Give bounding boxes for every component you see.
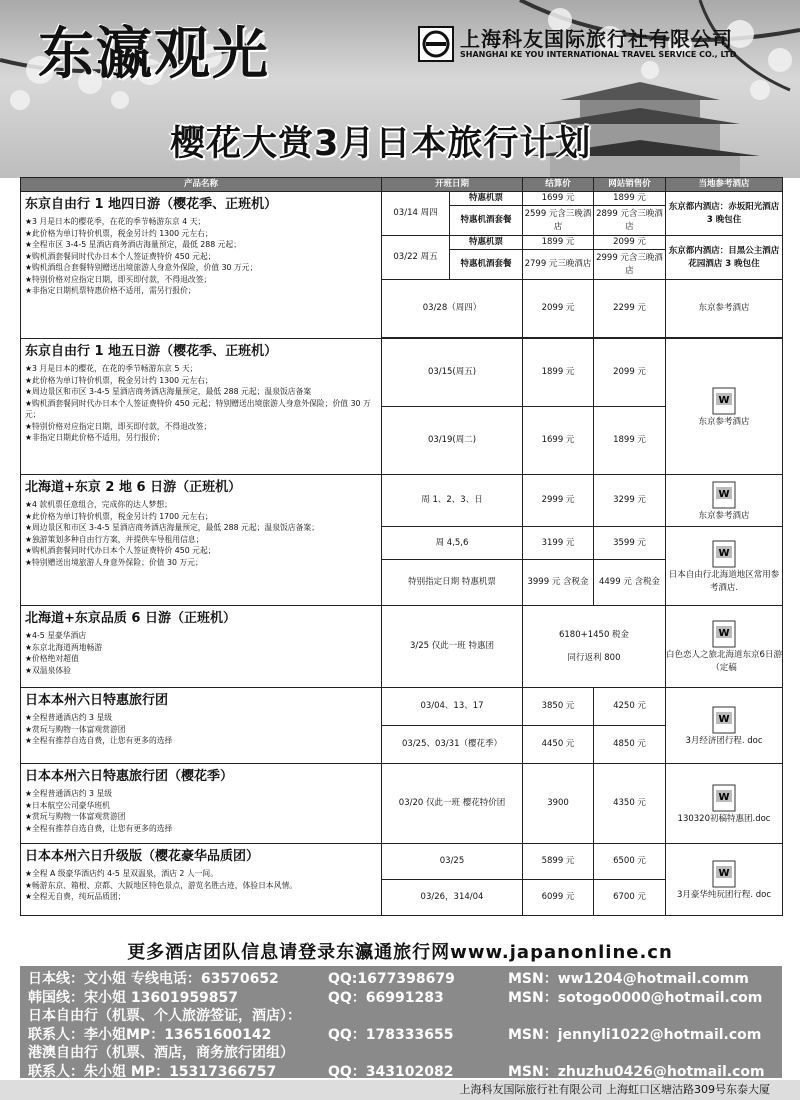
hotel-cell: 东京都内酒店：目黑公主酒店 花园酒店 3 晚包住	[666, 236, 783, 280]
contact-row	[28, 989, 774, 1008]
product-line: ★东京北海道两地畅游	[25, 642, 103, 652]
date-cell: 03/19(周二)	[382, 407, 523, 475]
net-price-cell: 2599 元含三晚酒店	[523, 206, 594, 236]
word-document-icon[interactable]	[712, 387, 736, 415]
contact-qq: QQ：343102082	[328, 1063, 454, 1080]
product-title: 北海道+东京品质 6 日游（正班机）	[25, 611, 236, 626]
net-price-cell: 1699 元	[523, 192, 594, 206]
hotel-cell	[666, 475, 783, 527]
net-price-cell: 4450 元	[523, 726, 594, 764]
product-line: ★全程普通酒店约 3 星级	[25, 789, 113, 798]
company-name-cn: 上海科友国际旅行社有限公司	[460, 27, 733, 51]
col-header-date: 开班日期	[382, 178, 523, 192]
hotel-cell	[666, 844, 783, 916]
date-cell: 特别指定日期 特惠机票	[382, 560, 523, 606]
hotel-text: 3月豪华纯玩团行程. doc	[676, 889, 772, 900]
date-cell: 03/25	[382, 844, 523, 880]
hotel-cell: 东京都内酒店：赤坂阳光酒店 3 晚包住	[666, 192, 783, 236]
product-line: ★独游策划多种自由行方案，并提供车导租用信息；	[25, 534, 204, 544]
website-banner[interactable]: 更多酒店团队信息请登录东瀛通旅行网www.japanonline.cn	[127, 942, 673, 963]
web-price-cell: 6500 元	[594, 844, 666, 880]
col-header-hotel: 当地参考酒店	[666, 178, 783, 192]
col-header-net-price: 结算价	[523, 178, 594, 192]
product-line: ★特别价格对应指定日期，即买即付款，不得退改签；	[25, 421, 212, 431]
product-line: ★4-5 星豪华酒店	[25, 631, 87, 640]
hotel-cell	[666, 339, 783, 475]
date-cell: 03/15(周五)	[382, 339, 523, 407]
product-line: ★特别赠送出境旅游人身意外保险；价值 30 万元；	[25, 557, 203, 567]
date-cell: 周 1、2、3、日	[382, 475, 523, 527]
net-price-cell: 2999 元	[523, 475, 594, 527]
contact-qq: QQ：66991283	[328, 989, 444, 1006]
product-line: ★非指定日期此价格不适用，另行报价；	[25, 433, 165, 442]
contact-name: 联系人：朱小姐 MP：15317366757	[28, 1063, 277, 1080]
table-header-row	[21, 178, 783, 192]
fare-type-cell: 特惠机票	[450, 236, 523, 250]
web-price-cell: 4850 元	[594, 726, 666, 764]
date-cell: 03/20 仅此一班 樱花特价团	[382, 764, 523, 844]
product-line: ★日本航空公司豪华班机	[25, 800, 110, 810]
net-price-cell: 3199 元	[523, 527, 594, 560]
product-title: 北海道+东京 2 地 6 日游（正班机）	[25, 480, 242, 495]
contact-name: 韩国线：宋小姐 13601959857	[28, 989, 239, 1006]
product-line: ★特别价格对应指定日期，即买即付款，不得退改签；	[25, 274, 212, 284]
fare-type-cell: 特惠机酒套餐	[450, 206, 523, 236]
contact-name: 联系人：李小姐MP：13651600142	[28, 1026, 272, 1043]
date-cell: 3/25 仅此一班 特惠团	[382, 606, 523, 688]
hotel-text: 东京参考酒店	[698, 416, 750, 427]
net-price-cell: 2799 元三晚酒店	[523, 250, 594, 280]
contact-row	[28, 1063, 774, 1082]
net-price-cell: 1899 元	[523, 236, 594, 250]
contact-section-title: 港澳自由行（机票、酒店，商务旅行团组）	[28, 1045, 294, 1061]
product-line: ★4 款机票任意组合，完成你的达人梦想；	[25, 500, 172, 509]
contact-msn: MSN：zhuzhu0426@hotmail.com	[508, 1063, 765, 1080]
hotel-cell	[666, 606, 783, 688]
price-text: 6180+1450 税金	[558, 629, 630, 640]
contact-qq: QQ:1677398679	[328, 971, 455, 987]
svg-text:W: W	[718, 713, 730, 725]
web-price-cell: 3299 元	[594, 475, 666, 527]
product-line: ★购机酒组合套餐特别赠送出境旅游人身意外保险，价值 30 万元；	[25, 263, 258, 272]
campaign-headline: 樱花大赏3月日本旅行计划	[170, 124, 592, 164]
date-cell: 03/25、03/31（樱花季）	[382, 726, 523, 764]
date-cell: 03/26，314/04	[382, 880, 523, 916]
product-line: ★全程无自费，纯玩品质团；	[25, 892, 126, 901]
company-logo-icon	[418, 26, 454, 62]
company-block	[418, 26, 736, 62]
contact-msn: MSN：jennyli1022@hotmail.com	[508, 1026, 762, 1043]
product-line: ★购机酒套餐同时代办日本个人签证费特价 450 元起；	[25, 546, 216, 555]
hotel-cell	[666, 280, 783, 338]
contact-row	[28, 1026, 774, 1045]
product-title: 日本本州六日特惠旅行团（樱花季）	[25, 769, 234, 784]
product-line: ★全程市区 3-4-5 星酒店商务酒店海量预定，最低 288 元起；	[25, 240, 242, 249]
contact-panel	[20, 966, 782, 1078]
product-title: 日本本州六日特惠旅行团	[25, 693, 169, 708]
col-header-web-price: 网站销售价	[594, 178, 666, 192]
web-price-cell: 2899 元含三晚酒店	[594, 206, 666, 236]
word-document-icon[interactable]	[712, 860, 736, 888]
date-cell: 03/14 周四	[382, 192, 450, 236]
web-price-cell: 4250 元	[594, 688, 666, 726]
product-line: ★周边景区和市区 3-4-5 星酒店商务酒店海量预定，最低 288 元起；温泉饭店备案	[25, 387, 312, 396]
product-line: ★此价格为单订特价机票，税金另计约 1300 元左右；	[25, 228, 213, 238]
col-header-product: 产品名称	[21, 178, 382, 192]
hotel-cell	[666, 764, 783, 844]
word-document-icon[interactable]	[712, 620, 736, 648]
company-address: 上海科友国际旅行社有限公司 上海虹口区塘沽路309号东泰大厦	[0, 1080, 800, 1100]
contact-msn: MSN：sotogo0000@hotmail.com	[508, 989, 763, 1006]
product-line: ★3 月是日本的樱花季，在花的季节畅游东京 4 天；	[25, 217, 206, 226]
net-price-cell: 1899 元	[523, 339, 594, 407]
hotel-text: 白色恋人之旅北海道东京6日游（定稿	[666, 650, 782, 673]
net-price-cell: 3850 元	[523, 688, 594, 726]
product-line: ★价格绝对超值	[25, 654, 79, 663]
product-line: ★3 月是日本的樱花，在花的季节畅游东京 5 天；	[25, 364, 198, 373]
product-cell	[21, 475, 382, 606]
contact-row	[28, 1007, 774, 1026]
product-line: ★全程 A 级豪华酒店约 4-5 星双温泉，酒店 2 人一间。	[25, 869, 219, 878]
hotel-text: 3月经济团行程. doc	[685, 735, 763, 746]
word-document-icon[interactable]	[712, 540, 736, 568]
contact-section-title: 日本自由行（机票、个人旅游签证，酒店）：	[28, 1008, 301, 1024]
svg-text:W: W	[718, 867, 730, 879]
word-document-icon[interactable]	[712, 706, 736, 734]
product-line: ★此价格为单订特价机票，税金另计约 1700 元左右；	[25, 511, 213, 521]
date-cell: 03/04、13、17	[382, 688, 523, 726]
product-table	[20, 177, 782, 916]
hotel-text: 日本自由行北海道地区常用参考酒店.	[668, 569, 780, 593]
product-cell	[21, 688, 382, 764]
rebate-text: 同行返利 800	[567, 652, 621, 663]
product-line: ★全程有推荐自选自费，让您有更多的选择	[25, 736, 173, 745]
product-line: ★购机酒套餐同时代办日本个人签证费特价 450 元起；	[25, 251, 216, 261]
product-line: ★畅游东京、箱根、京都、大阪地区特色景点，游览名胜古迹，体验日本风情。	[25, 880, 298, 890]
web-price-cell: 6700 元	[594, 880, 666, 916]
product-title: 日本本州六日升级版（樱花豪华品质团）	[25, 849, 260, 864]
contact-msn: MSN：ww1204@hotmail.comm	[508, 971, 749, 987]
product-title: 东京自由行 1 地五日游（樱花季、正班机）	[25, 344, 278, 359]
date-cell: 03/28（周四）	[382, 280, 523, 338]
web-price-cell: 4350 元	[594, 764, 666, 844]
svg-text:W: W	[718, 791, 730, 803]
product-cell	[21, 192, 382, 339]
header-banner	[0, 0, 800, 178]
date-cell: 03/22 周五	[382, 236, 450, 280]
word-document-icon[interactable]	[712, 481, 736, 509]
contact-row	[28, 1044, 774, 1063]
word-document-icon[interactable]	[712, 784, 736, 812]
product-line: ★购机酒套餐同时代办日本个人签证费特价 450 元起；特别赠送出境旅游人身意外保险；价值 30 万元；	[25, 398, 371, 419]
product-line: ★周边景区和市区 3-4-5 星酒店商务酒店海量预定，最低 288 元起；温泉饭店备案；	[25, 523, 319, 532]
svg-text:W: W	[718, 628, 730, 639]
product-line: ★此价格为单订特价机票，税金另计约 1300 元左右；	[25, 375, 213, 385]
product-line: ★赏玩与购物一体富观赏游团	[25, 724, 126, 734]
product-line: ★非指定日期机票特惠价格不适用，需另行报价；	[25, 286, 196, 295]
svg-text:W: W	[718, 394, 730, 406]
net-price-cell: 6099 元	[523, 880, 594, 916]
web-price-cell: 2099 元	[594, 339, 666, 407]
product-cell	[21, 606, 382, 688]
product-line: ★双温泉体验	[25, 665, 71, 675]
web-price-cell: 2299 元	[594, 280, 666, 338]
web-price-cell: 1899 元	[594, 407, 666, 475]
product-line: ★全程有推荐自选自费，让您有更多的选择	[25, 823, 173, 833]
hotel-cell	[666, 688, 783, 764]
fare-type-cell: 特惠机票	[450, 192, 523, 206]
web-price-cell: 4499 元 含税金	[594, 560, 666, 606]
svg-text:W: W	[718, 488, 730, 500]
hotel-text: 东京参考酒店	[698, 510, 750, 521]
hotel-cell	[666, 527, 783, 606]
svg-text:W: W	[718, 547, 730, 559]
hotel-text: 东京参考酒店	[698, 303, 750, 313]
contact-row	[28, 970, 774, 989]
product-cell	[21, 844, 382, 916]
net-price-cell: 1699 元	[523, 407, 594, 475]
web-price-cell: 2099 元	[594, 236, 666, 250]
hotel-text: 130320初稿特惠团.doc	[677, 813, 771, 824]
net-price-cell: 2099 元	[523, 280, 594, 338]
date-cell: 周 4,5,6	[382, 527, 523, 560]
fare-type-cell: 特惠机酒套餐	[450, 250, 523, 280]
contact-name: 日本线：文小姐 专线电话：63570652	[28, 971, 279, 987]
net-price-cell: 3900	[523, 764, 594, 844]
web-price-cell: 3599 元	[594, 527, 666, 560]
product-cell	[21, 764, 382, 844]
web-price-cell: 1899 元	[594, 192, 666, 206]
product-line: ★全程普通酒店约 3 星级	[25, 713, 113, 722]
net-price-cell: 3999 元 含税金	[523, 560, 594, 606]
contact-qq: QQ：178333655	[328, 1026, 454, 1043]
product-line: ★赏玩与购物一体富观赏游团	[25, 812, 126, 821]
company-name-en: SHANGHAI KE YOU INTERNATIONAL TRAVEL SERVICE CO., LTD	[460, 50, 737, 59]
product-title: 东京自由行 1 地四日游（樱花季、正班机）	[25, 197, 278, 212]
product-cell	[21, 339, 382, 475]
brand-title: 东瀛观光	[38, 22, 270, 87]
net-price-cell: 5899 元	[523, 844, 594, 880]
price-cell	[523, 606, 666, 688]
web-price-cell: 2999 元含三晚酒店	[594, 250, 666, 280]
